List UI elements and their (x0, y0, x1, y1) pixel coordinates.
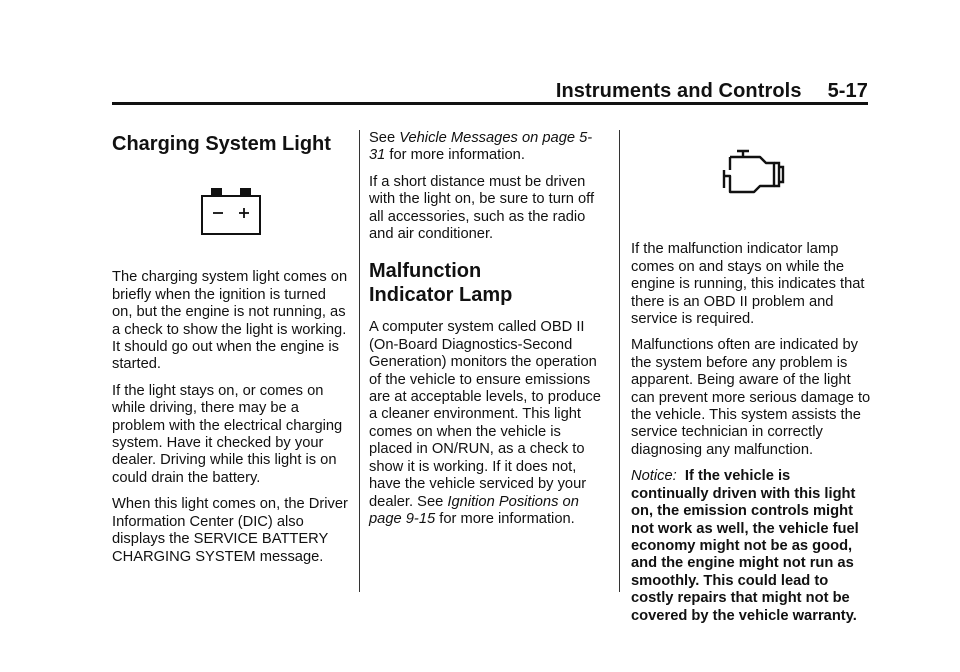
paragraph: Malfunctions often are indicated by the system before any problem is apparent. Being aware of the light can prevent more serious damage to the vehicle. This system assists the service technician in correctly diagnosing any malfunction. (631, 337, 871, 458)
column-3 (631, 130, 871, 634)
notice-text: If the vehicle is continually driven with this light on, the emission controls might not work as well, the vehicle fuel economy might not be as good, and the engine might not run as smoothly. This could lead to costly repairs that might not be covered by the vehicle warranty. (631, 468, 859, 624)
paragraph: When this light comes on, the Driver Information Center (DIC) also displays the SERVICE BATTERY CHARGING SYSTEM message. (112, 496, 348, 565)
column-divider (359, 130, 360, 592)
cross-reference-link[interactable]: Vehicle Messages on page 5-31 (369, 130, 593, 164)
paragraph (369, 319, 607, 528)
check-engine-icon (716, 148, 786, 201)
column-2 (369, 130, 607, 537)
section-heading: Charging System Light (112, 133, 331, 155)
text: for more information. (385, 147, 525, 164)
notice-label: Notice: (631, 468, 677, 485)
heading-line: Malfunction (369, 260, 482, 283)
column-1 (112, 130, 350, 575)
text: for more information. (435, 510, 575, 527)
paragraph: The charging system light comes on briefly when the ignition is turned on, but the engine is not running, as a check to show the light is working. It should go out when the engine is started. (112, 269, 348, 373)
section-heading (369, 259, 607, 307)
paragraph: If the light stays on, or comes on while driving, there may be a problem with the electrical charging system. Have it checked by your dealer. Driving while this light is on could drain the battery. (112, 382, 343, 486)
text: A computer system called OBD II (On-Board Diagnostics-Second Generation) monitors the operation of the vehicle to ensure emissions are at acceptable levels, to produce a cleaner environment. This light comes on when the vehicle is placed in ON/RUN, as a check to show it is working. If it does not, have the vehicle serviced by your dealer. See (369, 319, 601, 510)
cross-reference-link[interactable]: Ignition Positions on page 9-15 (369, 493, 579, 527)
page-header (556, 80, 868, 103)
paragraph: If the malfunction indicator lamp comes on and stays on while the engine is running, this indicates that there is an OBD II problem and service is required. (631, 241, 865, 328)
paragraph (369, 130, 607, 165)
column-divider (619, 130, 620, 592)
header-rule (112, 102, 868, 105)
heading-line: Indicator Lamp (369, 284, 513, 307)
notice-paragraph (631, 468, 871, 625)
paragraph: If a short distance must be driven with the light on, be sure to turn off all accessories, such as the radio and air conditioner. (369, 173, 595, 243)
text: See (369, 130, 400, 146)
section-title: Instruments and Controls (555, 80, 802, 102)
battery-icon (196, 188, 266, 243)
page-number: 5-17 (827, 80, 868, 102)
